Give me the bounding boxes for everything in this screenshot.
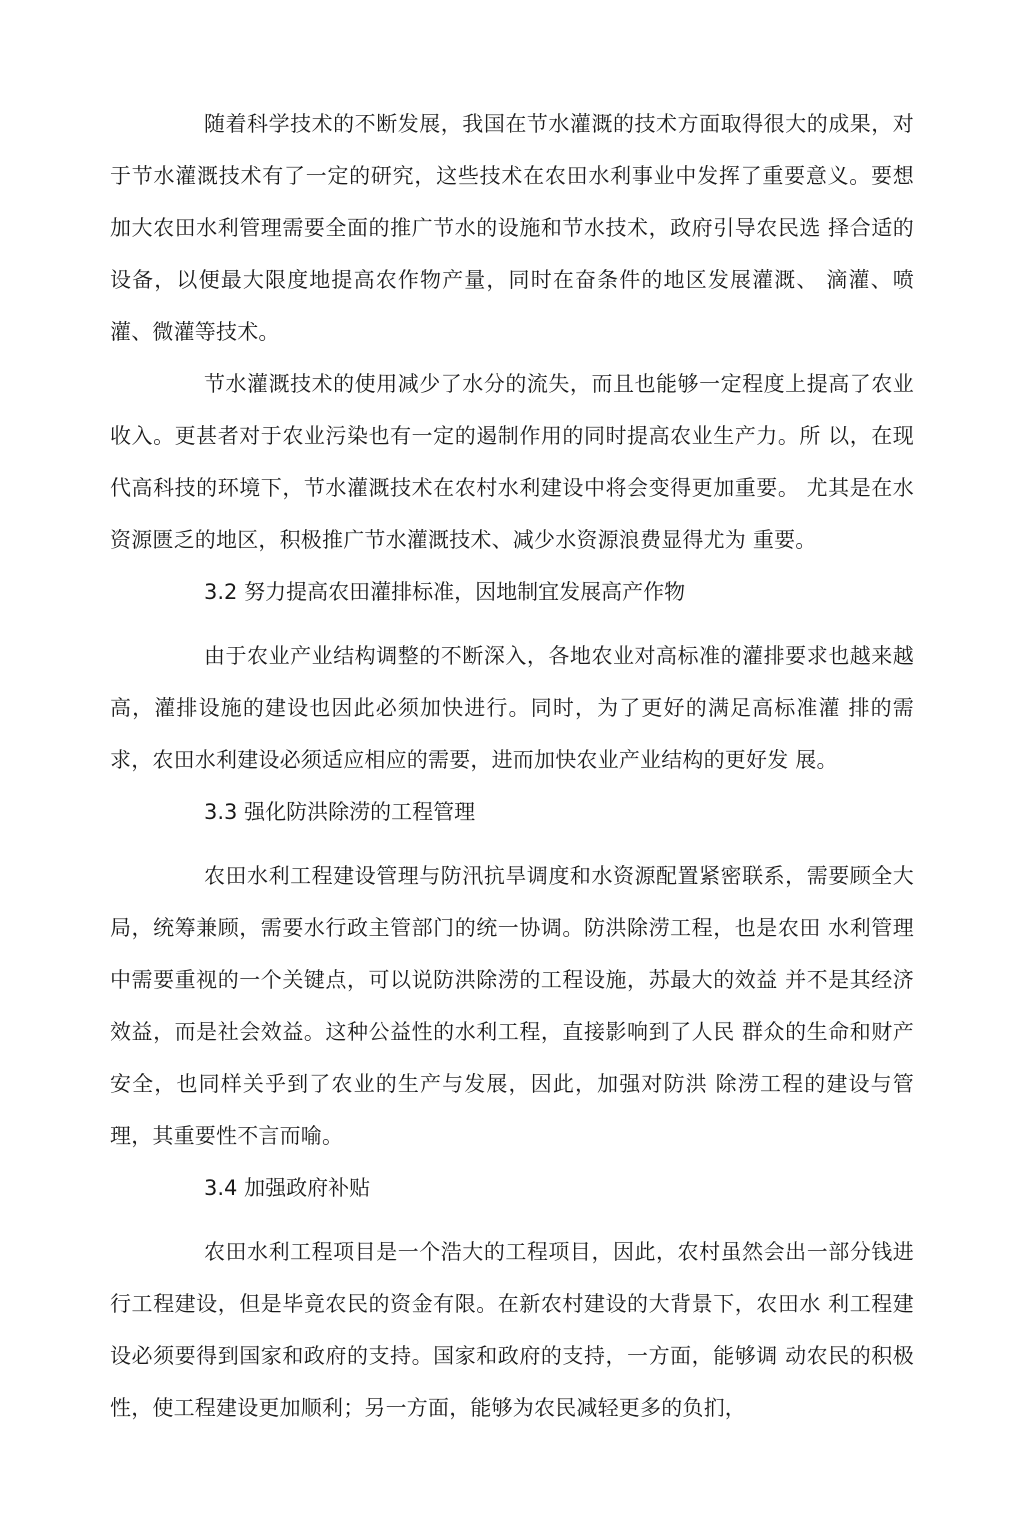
section-body-3-3: 农田水利工程建设管理与防汛抗旱调度和水资源配置紧密联系，需要顾全大局，统筹兼顾，需要水行政主管部门的统一协调。防洪除涝工程，也是农田 水利管理中需要重视的一个关键点，可以说防洪除涝的工程设施，苏最大的效益 并不是其经济效益，而是社会效益。这种公益性的水利工程，直接影响到了人民 群众的生命和财产安全，也同样关乎到了农业的生产与发展，因此，加强对防洪 除涝工程的建设与管理，其重要性不言而喻。 bbox=[110, 864, 914, 1148]
section-heading-3-3: 3.3 强化防洪除涝的工程管理 bbox=[204, 800, 476, 824]
paragraph-irrigation-benefits: 节水灌溉技术的使用减少了水分的流失，而且也能够一定程度上提高了农业收入。更甚者对于农业污染也有一定的遏制作用的同时提高农业生产力。所 以，在现代高科技的环境下，节水灌溉技术在农村水利建设中将会变得更加重要。 尤其是在水资源匮乏的地区，积极推广节水灌溉技术、减少水资源浪费显得尤为 重要。 bbox=[110, 372, 914, 552]
document-page bbox=[110, 98, 914, 1434]
section-heading-3-4: 3.4 加强政府补贴 bbox=[204, 1176, 371, 1200]
section-body-3-4: 农田水利工程项目是一个浩大的工程项目，因此，农村虽然会出一部分钱进行工程建设，但是毕竟农民的资金有限。在新农村建设的大背景下，农田水 利工程建设必须要得到国家和政府的支持。国家和政府的支持，一方面，能够调 动农民的积极性，使工程建设更加顺利；另一方面，能够为农民减轻更多的负扪， bbox=[110, 1240, 914, 1420]
section-heading-3-2: 3.2 努力提高农田灌排标准，因地制宜发展高产作物 bbox=[204, 580, 686, 604]
paragraph-irrigation-development: 随着科学技术的不断发展，我国在节水灌溉的技术方面取得很大的成果，对于节水灌溉技术有了一定的研究，这些技术在农田水利事业中发挥了重要意义。要想加大农田水利管理需要全面的推广节水的设施和节水技术，政府引导农民选 择合适的设备，以便最大限度地提高农作物产量，同时在奋条件的地区发展灌溉、 滴灌、喷灌、微灌等技术。 bbox=[110, 112, 914, 344]
section-body-3-2: 由于农业产业结构调整的不断深入，各地农业对高标准的灌排要求也越来越高，灌排设施的建设也因此必须加快进行。同时，为了更好的满足高标准灌 排的需求，农田水利建设必须适应相应的需要，进而加快农业产业结构的更好发 展。 bbox=[110, 644, 914, 772]
